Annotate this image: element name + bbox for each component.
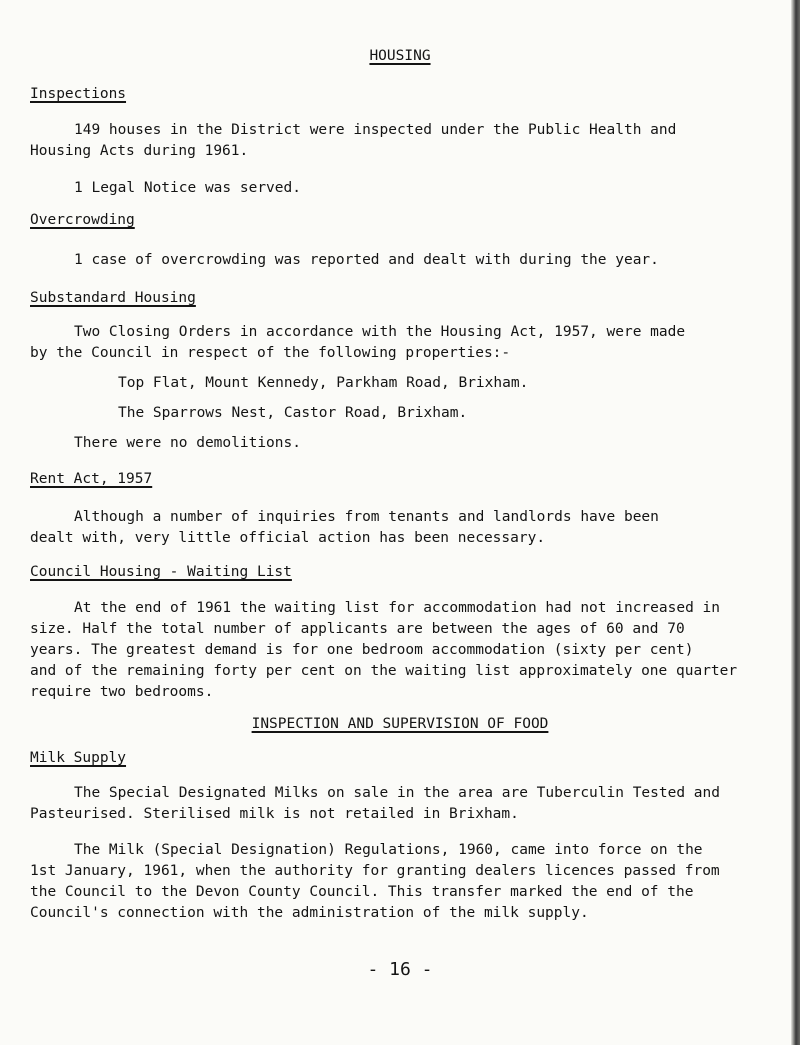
inspections-text: 149 houses in the District were inspected under the Public Health and	[74, 122, 677, 138]
overcrowding-text: 1 case of overcrowding was reported and dealt with during the year.	[74, 252, 659, 268]
substandard-text: by the Council in respect of the following properties:-	[30, 345, 511, 361]
substandard-heading: Substandard Housing	[30, 290, 196, 306]
overcrowding-heading: Overcrowding	[30, 212, 135, 228]
demolitions-text: There were no demolitions.	[74, 435, 301, 451]
food-section-title: INSPECTION AND SUPERVISION OF FOOD	[251, 716, 549, 732]
inspections-text: Housing Acts during 1961.	[30, 143, 249, 159]
page-edge-shadow	[791, 0, 800, 1045]
page-number: - 16 -	[367, 959, 433, 980]
property-item: Top Flat, Mount Kennedy, Parkham Road, Brixham.	[118, 375, 529, 391]
council-housing-text: and of the remaining forty per cent on the waiting list approximately one quarter	[30, 663, 738, 679]
rent-act-text: Although a number of inquiries from tenants and landlords have been	[74, 509, 659, 525]
milk-regulations-text: 1st January, 1961, when the authority for granting dealers licences passed from	[30, 863, 720, 879]
council-housing-heading: Council Housing - Waiting List	[30, 564, 292, 580]
council-housing-text: years. The greatest demand is for one bedroom accommodation (sixty per cent)	[30, 642, 694, 658]
milk-regulations-text: Council's connection with the administration of the milk supply.	[30, 905, 589, 921]
council-housing-text: At the end of 1961 the waiting list for accommodation had not increased in	[74, 600, 721, 616]
milk-regulations-text: the Council to the Devon County Council. This transfer marked the end of the	[30, 884, 694, 900]
milk-supply-text: The Special Designated Milks on sale in the area are Tuberculin Tested and	[74, 785, 721, 801]
milk-supply-text: Pasteurised. Sterilised milk is not retailed in Brixham.	[30, 806, 519, 822]
inspections-heading: Inspections	[30, 86, 127, 102]
milk-regulations-text: The Milk (Special Designation) Regulations, 1960, came into force on the	[74, 842, 703, 858]
rent-act-heading: Rent Act, 1957	[30, 471, 153, 487]
page-title: HOUSING	[369, 48, 431, 64]
rent-act-text: dealt with, very little official action has been necessary.	[30, 530, 546, 546]
inspections-notice: 1 Legal Notice was served.	[74, 180, 301, 196]
council-housing-text: require two bedrooms.	[30, 684, 214, 700]
substandard-text: Two Closing Orders in accordance with the Housing Act, 1957, were made	[74, 324, 686, 340]
council-housing-text: size. Half the total number of applicants are between the ages of 60 and 70	[30, 621, 685, 637]
property-item: The Sparrows Nest, Castor Road, Brixham.	[118, 405, 468, 421]
milk-supply-heading: Milk Supply	[30, 750, 127, 766]
